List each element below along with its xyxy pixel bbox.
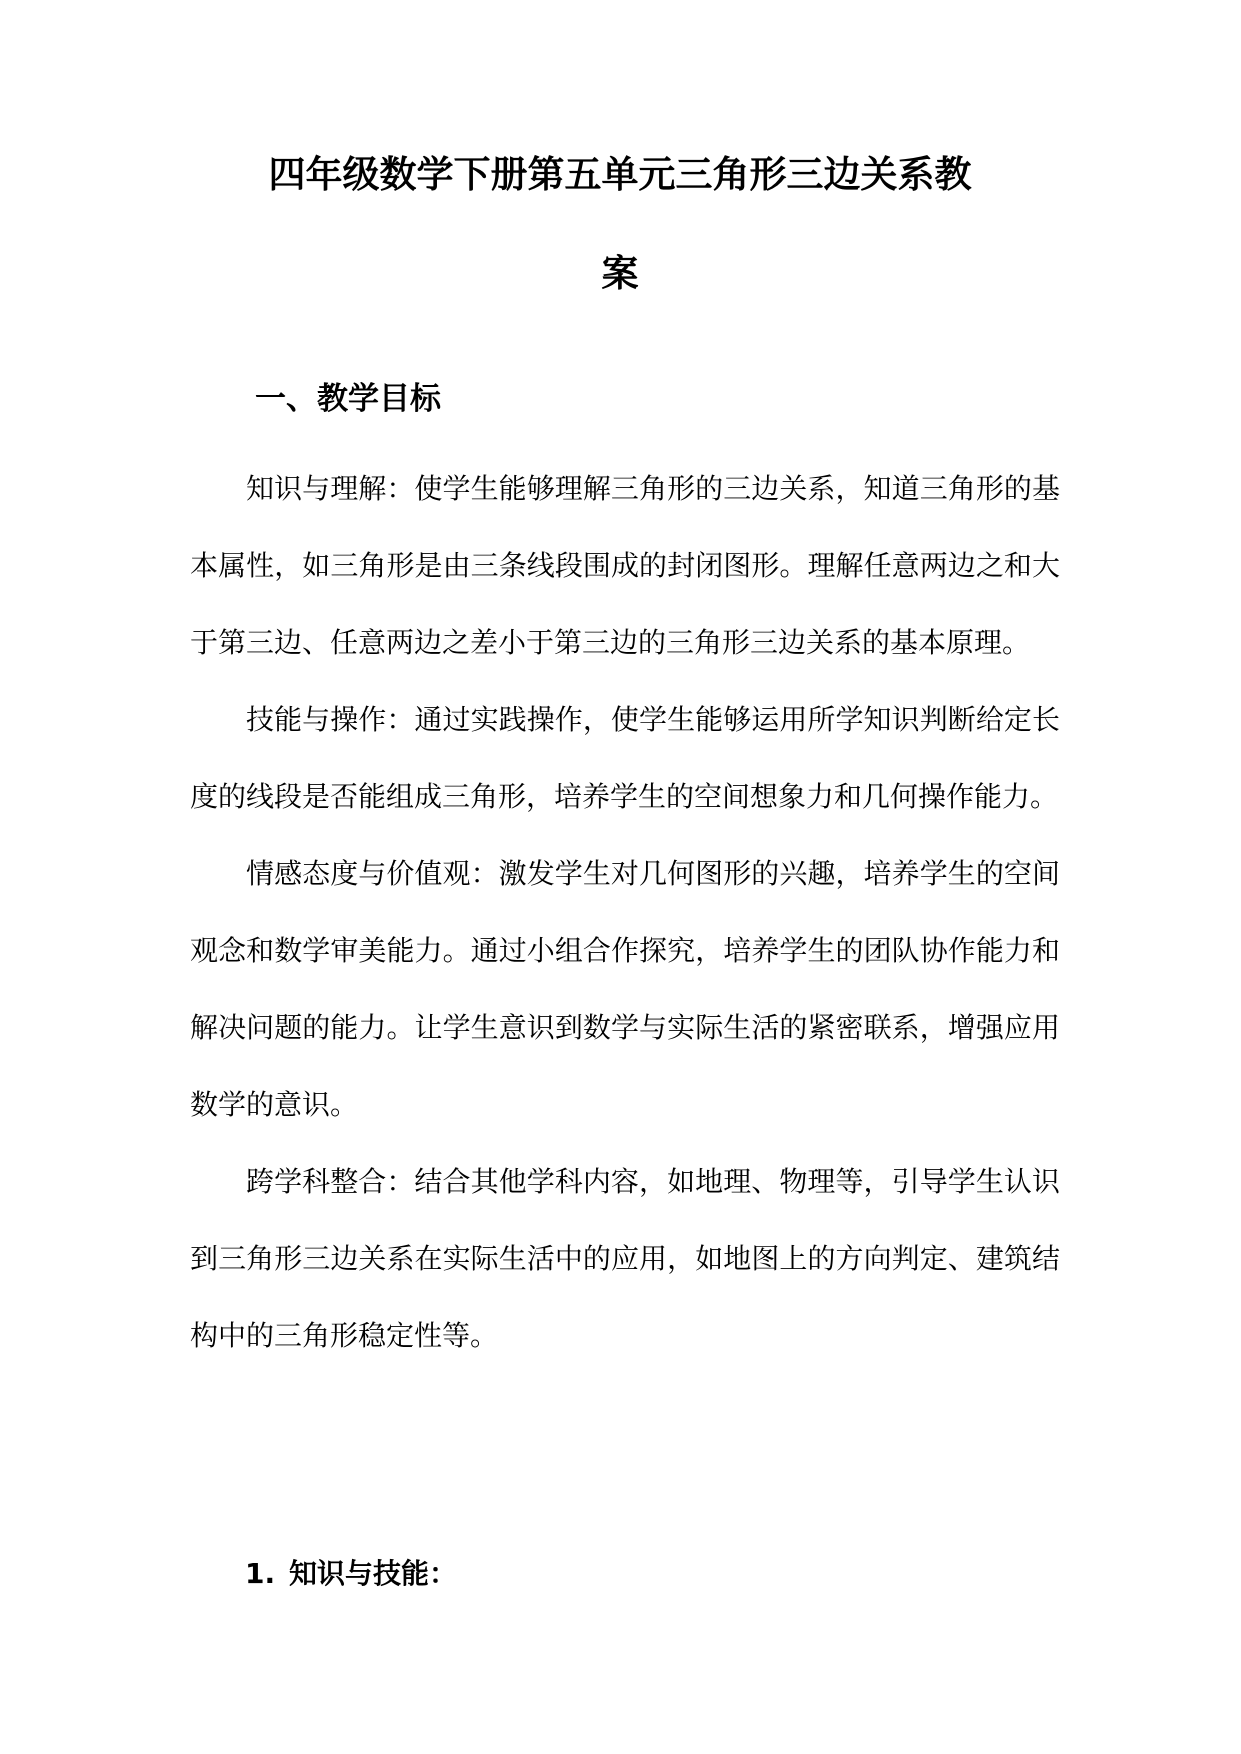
subheading-number: 1. <box>245 1557 276 1590</box>
section-heading-teaching-goals: 一、教学目标 <box>255 381 441 417</box>
paragraph-emotion-values: 情感态度与价值观：激发学生对几何图形的兴趣，培养学生的空间观念和数学审美能力。通过小组合作探究，培养学生的团队协作能力和解决问题的能力。让学生意识到数学与实际生活的紧密联系，增强应用数学的意识。 <box>190 857 1060 1121</box>
document-title-line-1: 四年级数学下册第五单元三角形三边关系教 <box>268 153 972 196</box>
subheading-text: 知识与技能： <box>289 1557 458 1590</box>
document-body <box>190 450 1060 1374</box>
document-title-line-2: 案 <box>601 252 639 295</box>
paragraph-interdisciplinary: 跨学科整合：结合其他学科内容，如地理、物理等，引导学生认识到三角形三边关系在实际生活中的应用，如地图上的方向判定、建筑结构中的三角形稳定性等。 <box>190 1165 1060 1352</box>
subheading-knowledge-skills <box>245 1557 458 1590</box>
paragraph-skills-operation: 技能与操作：通过实践操作，使学生能够运用所学知识判断给定长度的线段是否能组成三角形，培养学生的空间想象力和几何操作能力。 <box>190 703 1060 813</box>
paragraph-knowledge-understanding: 知识与理解：使学生能够理解三角形的三边关系，知道三角形的基本属性，如三角形是由三条线段围成的封闭图形。理解任意两边之和大于第三边、任意两边之差小于第三边的三角形三边关系的基本原理。 <box>190 472 1060 659</box>
